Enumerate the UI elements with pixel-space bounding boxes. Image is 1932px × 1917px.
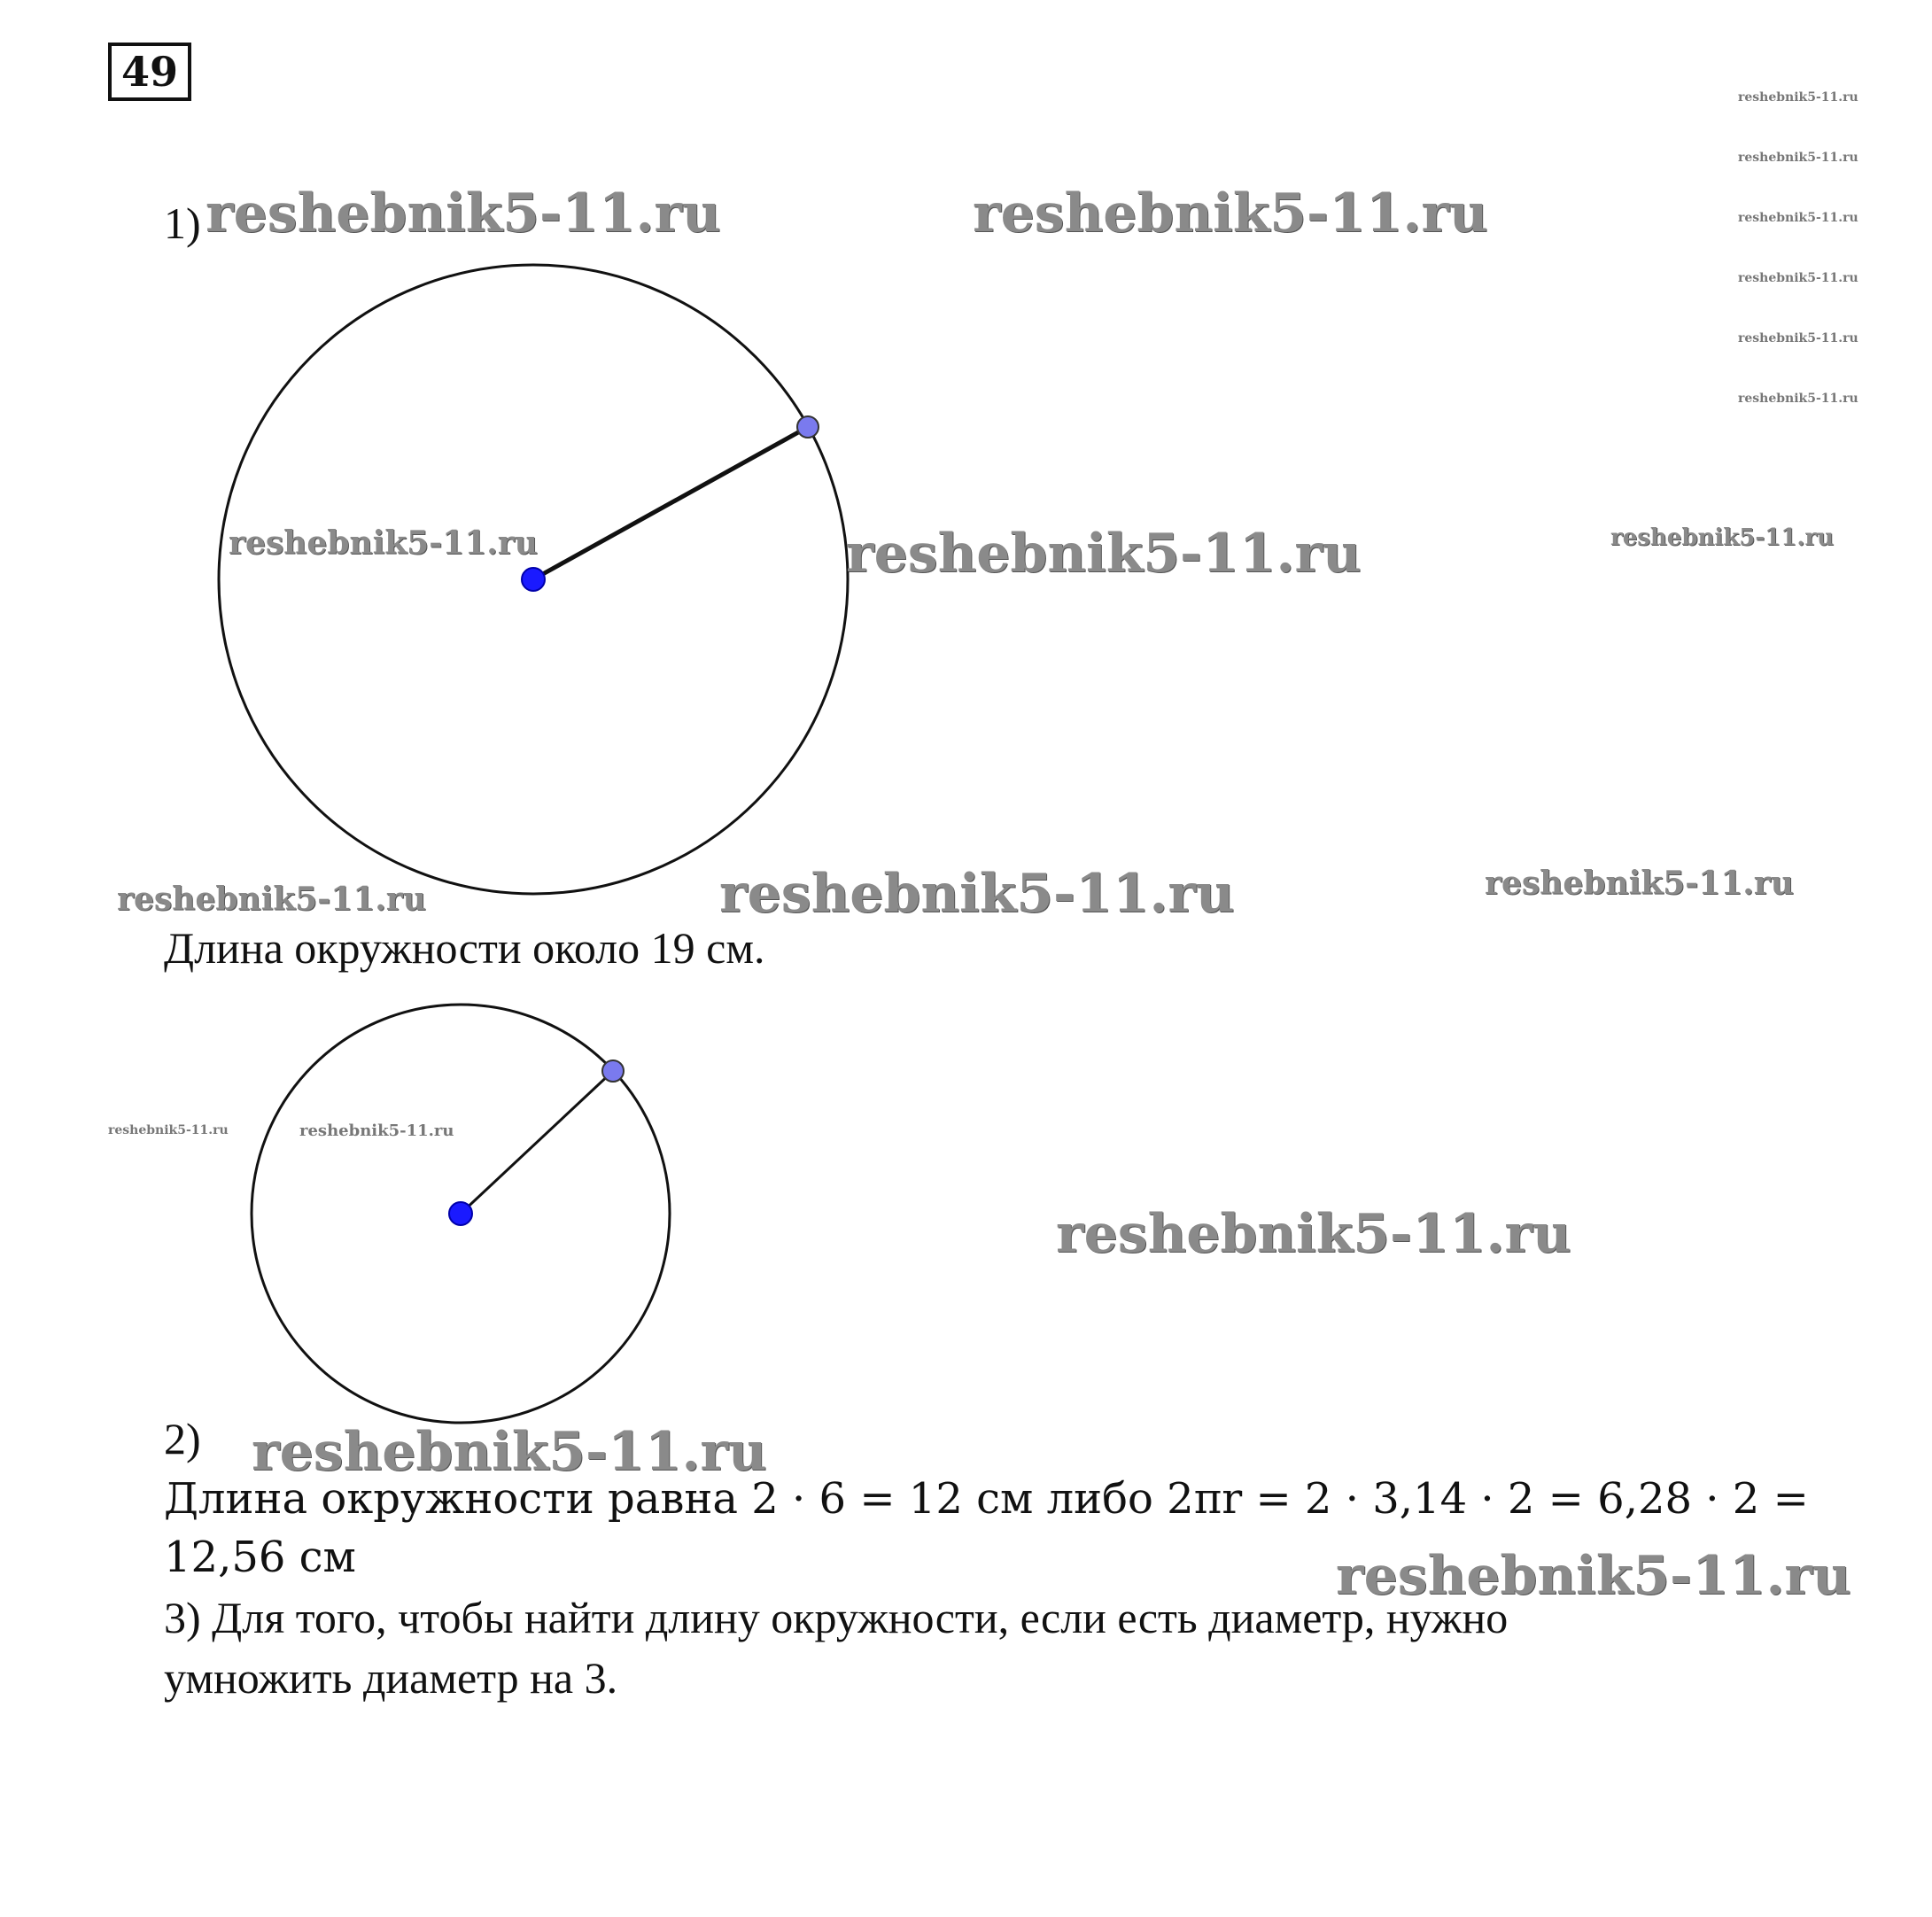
- watermark: reshebnik5-11.ru: [1336, 1545, 1851, 1607]
- part1-label: 1): [164, 198, 201, 248]
- watermark: reshebnik5-11.ru: [846, 523, 1362, 585]
- watermark: reshebnik5-11.ru: [1056, 1203, 1571, 1265]
- watermark: reshebnik5-11.ru: [1738, 151, 1858, 165]
- watermark: reshebnik5-11.ru: [1738, 90, 1858, 105]
- large-circle-center-point: [522, 568, 545, 591]
- large-circle-radius: [533, 427, 808, 579]
- watermark: reshebnik5-11.ru: [117, 881, 426, 918]
- watermark: reshebnik5-11.ru: [719, 863, 1235, 925]
- part3-line2: умножить диаметр на 3.: [164, 1653, 618, 1703]
- part2-label: 2): [164, 1414, 201, 1463]
- part3-line1: 3) Для того, чтобы найти длину окружности, если есть диаметр, нужно: [164, 1593, 1509, 1642]
- part2-line1: Длина окружности равна 2 · 6 = 12 см либо 2πr = 2 · 3,14 · 2 = 6,28 · 2 =: [164, 1474, 1809, 1524]
- watermark: reshebnik5-11.ru: [1485, 865, 1794, 902]
- problem-number: 49: [108, 43, 191, 101]
- small-circle-center-point: [449, 1202, 472, 1225]
- large-circle-radius-point: [797, 416, 819, 438]
- watermark: reshebnik5-11.ru: [108, 1123, 229, 1137]
- watermark: reshebnik5-11.ru: [206, 182, 721, 244]
- part2-line2: 12,56 см: [164, 1533, 356, 1582]
- watermark: reshebnik5-11.ru: [1738, 331, 1858, 345]
- watermark: reshebnik5-11.ru: [1738, 271, 1858, 285]
- watermark: reshebnik5-11.ru: [1610, 524, 1835, 551]
- watermark: reshebnik5-11.ru: [1738, 392, 1858, 406]
- watermark: reshebnik5-11.ru: [973, 182, 1488, 244]
- watermark: reshebnik5-11.ru: [299, 1121, 454, 1140]
- small-circle-radius: [461, 1071, 613, 1214]
- part1-result: Длина окружности около 19 см.: [164, 923, 765, 973]
- watermark: reshebnik5-11.ru: [1738, 211, 1858, 225]
- watermark: reshebnik5-11.ru: [252, 1421, 767, 1483]
- watermark: reshebnik5-11.ru: [229, 524, 538, 562]
- small-circle-radius-point: [602, 1060, 624, 1082]
